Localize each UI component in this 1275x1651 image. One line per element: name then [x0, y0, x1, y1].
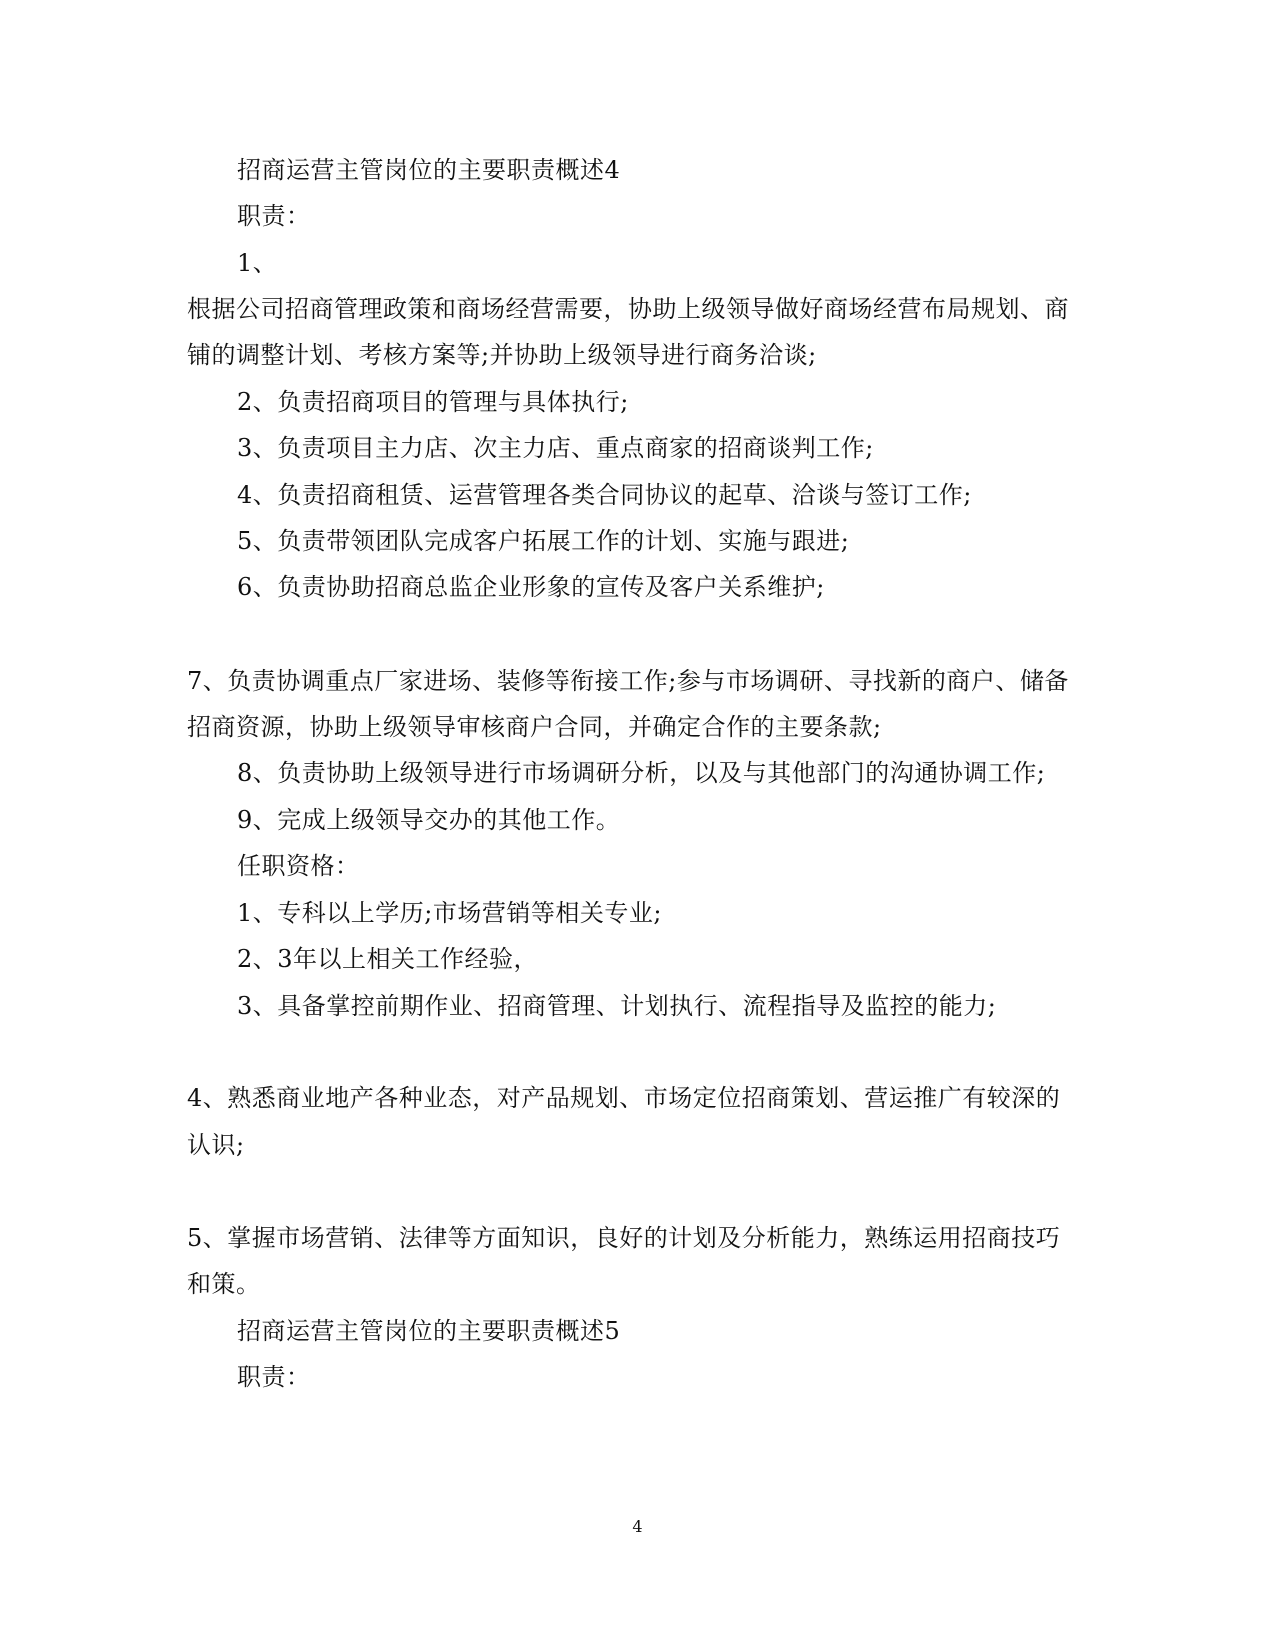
paragraph-line: 根据公司招商管理政策和商场经营需要，协助上级领导做好商场经营布局规划、商 [187, 295, 1069, 323]
paragraph-line: 7、负责协调重点厂家进场、装修等衔接工作;参与市场调研、寻找新的商户、储备 [187, 667, 1069, 695]
paragraph-line: 认识; [187, 1131, 245, 1159]
list-item: 2、负责招商项目的管理与具体执行; [237, 388, 629, 416]
paragraph-line: 5、掌握市场营销、法律等方面知识，良好的计划及分析能力，熟练运用招商技巧 [187, 1224, 1061, 1252]
list-item: 8、负责协助上级领导进行市场调研分析，以及与其他部门的沟通协调工作; [237, 759, 1046, 787]
paragraph-line: 铺的调整计划、考核方案等;并协助上级领导进行商务洽谈; [187, 341, 817, 369]
duties-label: 职责： [237, 1363, 311, 1391]
list-item: 3、具备掌控前期作业、招商管理、计划执行、流程指导及监控的能力; [237, 992, 997, 1020]
list-item-number: 1、 [237, 249, 278, 277]
list-item: 5、负责带领团队完成客户拓展工作的计划、实施与跟进; [237, 527, 850, 555]
list-item: 1、专科以上学历;市场营销等相关专业; [237, 899, 662, 927]
page-number: 4 [632, 1517, 643, 1536]
list-item: 6、负责协助招商总监企业形象的宣传及客户关系维护; [237, 573, 825, 601]
list-item: 9、完成上级领导交办的其他工作。 [237, 806, 621, 834]
qualifications-label: 任职资格： [237, 852, 360, 880]
list-item: 2、3年以上相关工作经验， [237, 945, 539, 973]
list-item: 3、负责项目主力店、次主力店、重点商家的招商谈判工作; [237, 434, 874, 462]
paragraph-line: 招商资源，协助上级领导审核商户合同，并确定合作的主要条款; [187, 713, 882, 741]
duties-label: 职责： [237, 202, 311, 230]
paragraph-line: 4、熟悉商业地产各种业态，对产品规划、市场定位招商策划、营运推广有较深的 [187, 1084, 1061, 1112]
paragraph-line: 和策。 [187, 1270, 261, 1298]
section-heading-4: 招商运营主管岗位的主要职责概述4 [237, 156, 621, 184]
list-item: 4、负责招商租赁、运营管理各类合同协议的起草、洽谈与签订工作; [237, 481, 972, 509]
section-heading-5: 招商运营主管岗位的主要职责概述5 [237, 1317, 621, 1345]
